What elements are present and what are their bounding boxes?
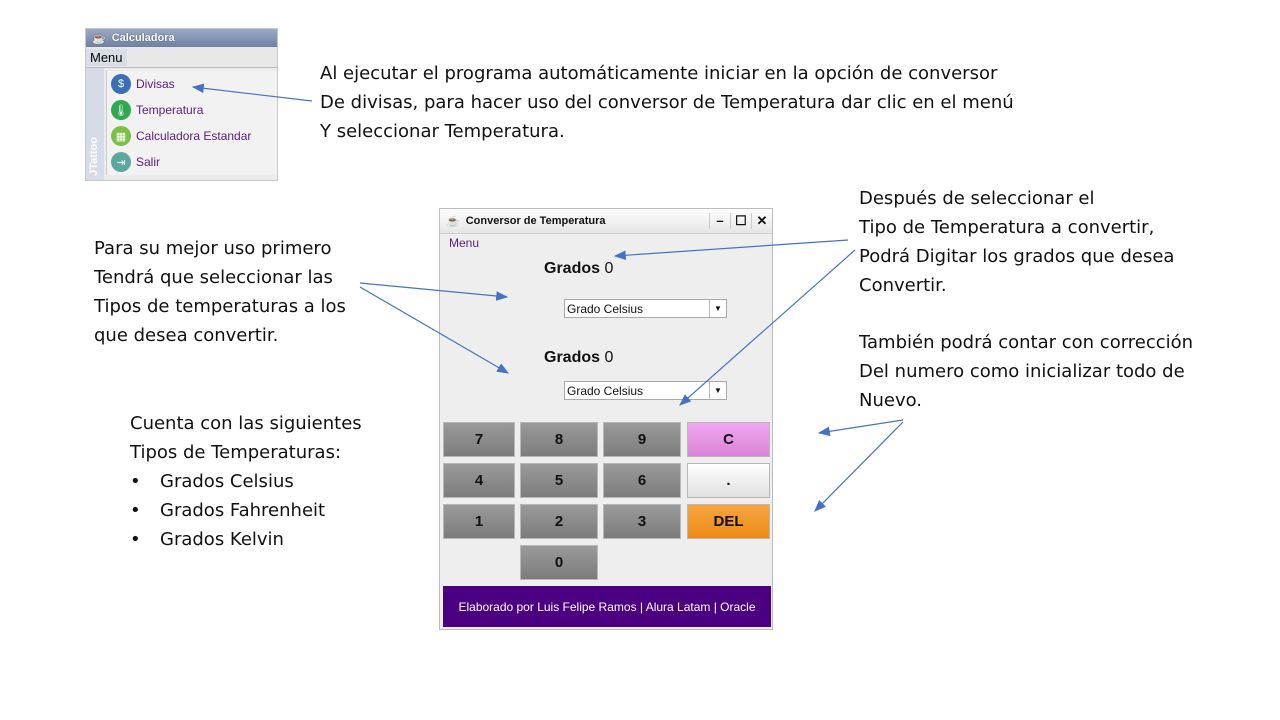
type-item: • Grados Kelvin [160, 525, 362, 554]
close-button[interactable]: ✕ [751, 213, 772, 229]
window-menu-button[interactable]: Menu [449, 236, 480, 250]
grados-display-2[interactable] [544, 349, 613, 367]
delete-button[interactable]: DEL [687, 504, 770, 539]
grados-value: 0 [604, 349, 614, 366]
note-line: Del numero como inicializar todo de [859, 361, 1185, 382]
type-item: • Grados Fahrenheit [160, 496, 362, 525]
note-line: También podrá contar con corrección [859, 332, 1194, 353]
note-left [94, 234, 346, 350]
window-titlebar [440, 209, 772, 234]
footer-credits: Elaborado por Luis Felipe Ramos | Alura Latam | Oracle [443, 586, 771, 627]
menu-item-calculadora-estandar[interactable] [107, 123, 277, 149]
key-3[interactable]: 3 [603, 504, 681, 539]
menu-screenshot-titlebar [86, 29, 277, 47]
note-line: Podrá Digitar los grados que desea [859, 246, 1175, 267]
note-right-bottom [859, 328, 1193, 415]
coffee-cup-icon: ☕ [446, 215, 460, 228]
menu-item-label: Calculadora Estandar [136, 129, 252, 143]
exit-icon: ⇥ [111, 152, 131, 172]
note-line: Para su mejor uso primero [94, 238, 332, 259]
minimize-button[interactable]: – [709, 213, 730, 229]
key-2[interactable]: 2 [520, 504, 598, 539]
menu-item-salir[interactable] [107, 149, 277, 175]
decimal-point-button[interactable]: . [687, 463, 770, 498]
side-label: JTattoo [88, 137, 100, 176]
thermometer-icon: 🌡 [111, 100, 131, 120]
look-and-feel-sidebar [86, 68, 104, 180]
key-0[interactable]: 0 [520, 545, 598, 580]
note-line: Y seleccionar Temperatura. [320, 121, 565, 142]
key-1[interactable]: 1 [443, 504, 515, 539]
note-line: Tendrá que seleccionar las [94, 267, 333, 288]
menu-dropdown [106, 71, 277, 175]
note-line: Cuenta con las siguientes [130, 413, 362, 434]
key-4[interactable]: 4 [443, 463, 515, 498]
unit-select-1[interactable] [564, 299, 727, 318]
note-line: Al ejecutar el programa automáticamente iniciar en la opción de conversor [320, 63, 998, 84]
type-item: • Grados Celsius [160, 467, 362, 496]
menu-screenshot [85, 28, 278, 181]
note-line: De divisas, para hacer uso del conversor de Temperatura dar clic en el menú [320, 92, 1014, 113]
menu-item-label: Temperatura [136, 103, 204, 117]
note-right-top [859, 184, 1174, 300]
note-types [130, 409, 362, 554]
unit-selected: Grado Celsius [567, 383, 644, 398]
temperature-converter-window [439, 208, 773, 630]
menu-button[interactable]: Menu [86, 49, 127, 66]
key-9[interactable]: 9 [603, 422, 681, 457]
unit-select-2[interactable] [564, 381, 727, 400]
types-list [130, 467, 362, 554]
note-line: Tipos de Temperaturas: [130, 442, 342, 463]
note-line: que desea convertir. [94, 325, 279, 346]
money-icon: $ [111, 74, 131, 94]
note-line: Convertir. [859, 275, 947, 296]
note-line: Después de seleccionar el [859, 188, 1095, 209]
key-5[interactable]: 5 [520, 463, 598, 498]
menu-item-divisas[interactable] [107, 71, 277, 97]
calculator-icon: ▦ [111, 126, 131, 146]
note-line: Nuevo. [859, 390, 923, 411]
clear-button[interactable]: C [687, 422, 770, 457]
menu-item-label: Salir [136, 155, 161, 169]
chevron-down-icon[interactable]: ▼ [709, 382, 726, 399]
unit-selected: Grado Celsius [567, 301, 644, 316]
coffee-cup-icon: ☕ [92, 32, 106, 45]
chevron-down-icon[interactable]: ▼ [709, 300, 726, 317]
grados-label: Grados [544, 349, 601, 366]
grados-label: Grados [544, 260, 601, 277]
menu-item-label: Divisas [136, 77, 175, 91]
grados-value: 0 [604, 260, 614, 277]
key-7[interactable]: 7 [443, 422, 515, 457]
grados-display-1[interactable] [544, 260, 613, 278]
note-line: Tipos de temperaturas a los [94, 296, 346, 317]
menu-screenshot-title: Calculadora [111, 32, 175, 44]
note-line: Tipo de Temperatura a convertir, [859, 217, 1155, 238]
key-8[interactable]: 8 [520, 422, 598, 457]
window-title: Conversor de Temperatura [465, 215, 606, 227]
menu-screenshot-menubar [86, 47, 277, 68]
key-6[interactable]: 6 [603, 463, 681, 498]
maximize-button[interactable]: ☐ [730, 213, 751, 229]
menu-item-temperatura[interactable] [107, 97, 277, 123]
note-top [320, 59, 1014, 146]
